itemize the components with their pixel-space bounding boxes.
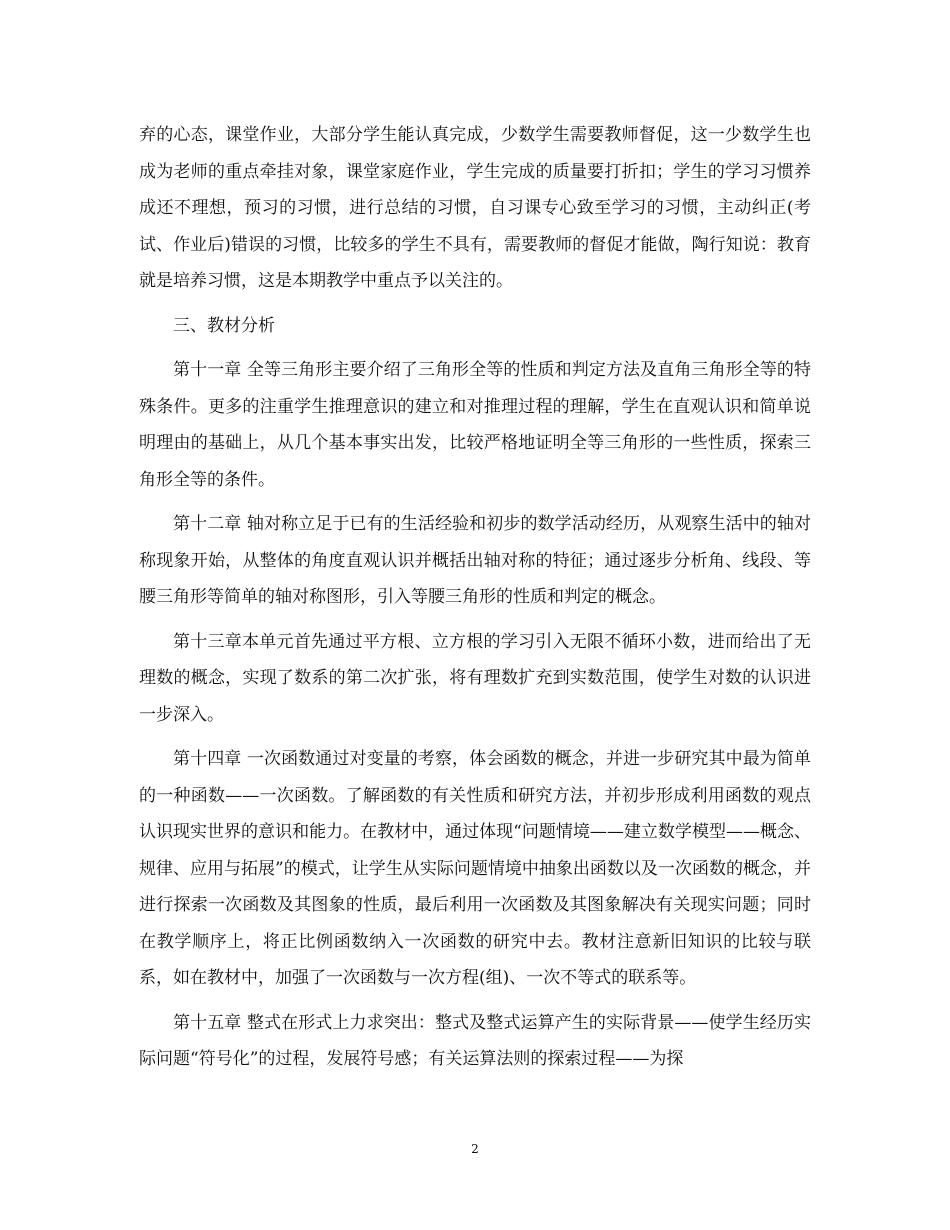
paragraph-chapter-15: 第十五章 整式在形式上力求突出：整式及整式运算产生的实际背景——使学生经历实际问题“符号化”的过程，发展符号感；有关运算法则的探索过程——为探 [139,1012,811,1069]
paragraph-chapter-13: 第十三章本单元首先通过平方根、立方根的学习引入无限不循环小数，进而给出了无理数的概念，实现了数系的第二次扩张，将有理数扩充到实数范围，使学生对数的认识进一步深入。 [139,631,811,725]
section-heading-textbook-analysis: 三、教材分析 [173,315,275,336]
paragraph-continuation: 弃的心态，课堂作业，大部分学生能认真完成，少数学生需要教师督促，这一少数学生也成为老师的重点牵挂对象，课堂家庭作业，学生完成的质量要打折扣；学生的学习习惯养成还不理想，预习的习惯，进行总结的习惯，自习课专心致至学习的习惯，主动纠正(考试、作业后)错误的习惯，比较多的学生不具有，需要教师的督促才能做，陶行知说：教育就是培养习惯，这是本期教学中重点予以关注的。 [139,125,811,291]
document-body [139,117,811,1086]
paragraph-chapter-14: 第十四章 一次函数通过对变量的考察，体会函数的概念，并进一步研究其中最为简单的一种函数——一次函数。了解函数的有关性质和研究方法，并初步形成利用函数的观点认识现实世界的意识和能力。在教材中，通过体现“问题情境——建立数学模型——概念、规律、应用与拓展”的模式，让学生从实际问题情境中抽象出函数以及一次函数的概念，并进行探索一次函数及其图象的性质，最后利用一次函数及其图象解决有关现实问题；同时在教学顺序上，将正比例函数纳入一次函数的研究中去。教材注意新旧知识的比较与联系，如在教材中，加强了一次函数与一次方程(组)、一次不等式的联系等。 [139,749,811,988]
paragraph-chapter-12: 第十二章 轴对称立足于已有的生活经验和初步的数学活动经历，从观察生活中的轴对称现象开始，从整体的角度直观认识并概括出轴对称的特征；通过逐步分析角、线段、等腰三角形等简单的轴对称图形，引入等腰三角形的性质和判定的概念。 [139,514,811,607]
page-number: 2 [471,1142,479,1156]
paragraph-chapter-11: 第十一章 全等三角形主要介绍了三角形全等的性质和判定方法及直角三角形全等的特殊条件。更多的注重学生推理意识的建立和对推理过程的理解，学生在直观认识和简单说明理由的基础上，从几个基本事实出发，比较严格地证明全等三角形的一些性质，探索三角形全等的条件。 [139,360,811,490]
